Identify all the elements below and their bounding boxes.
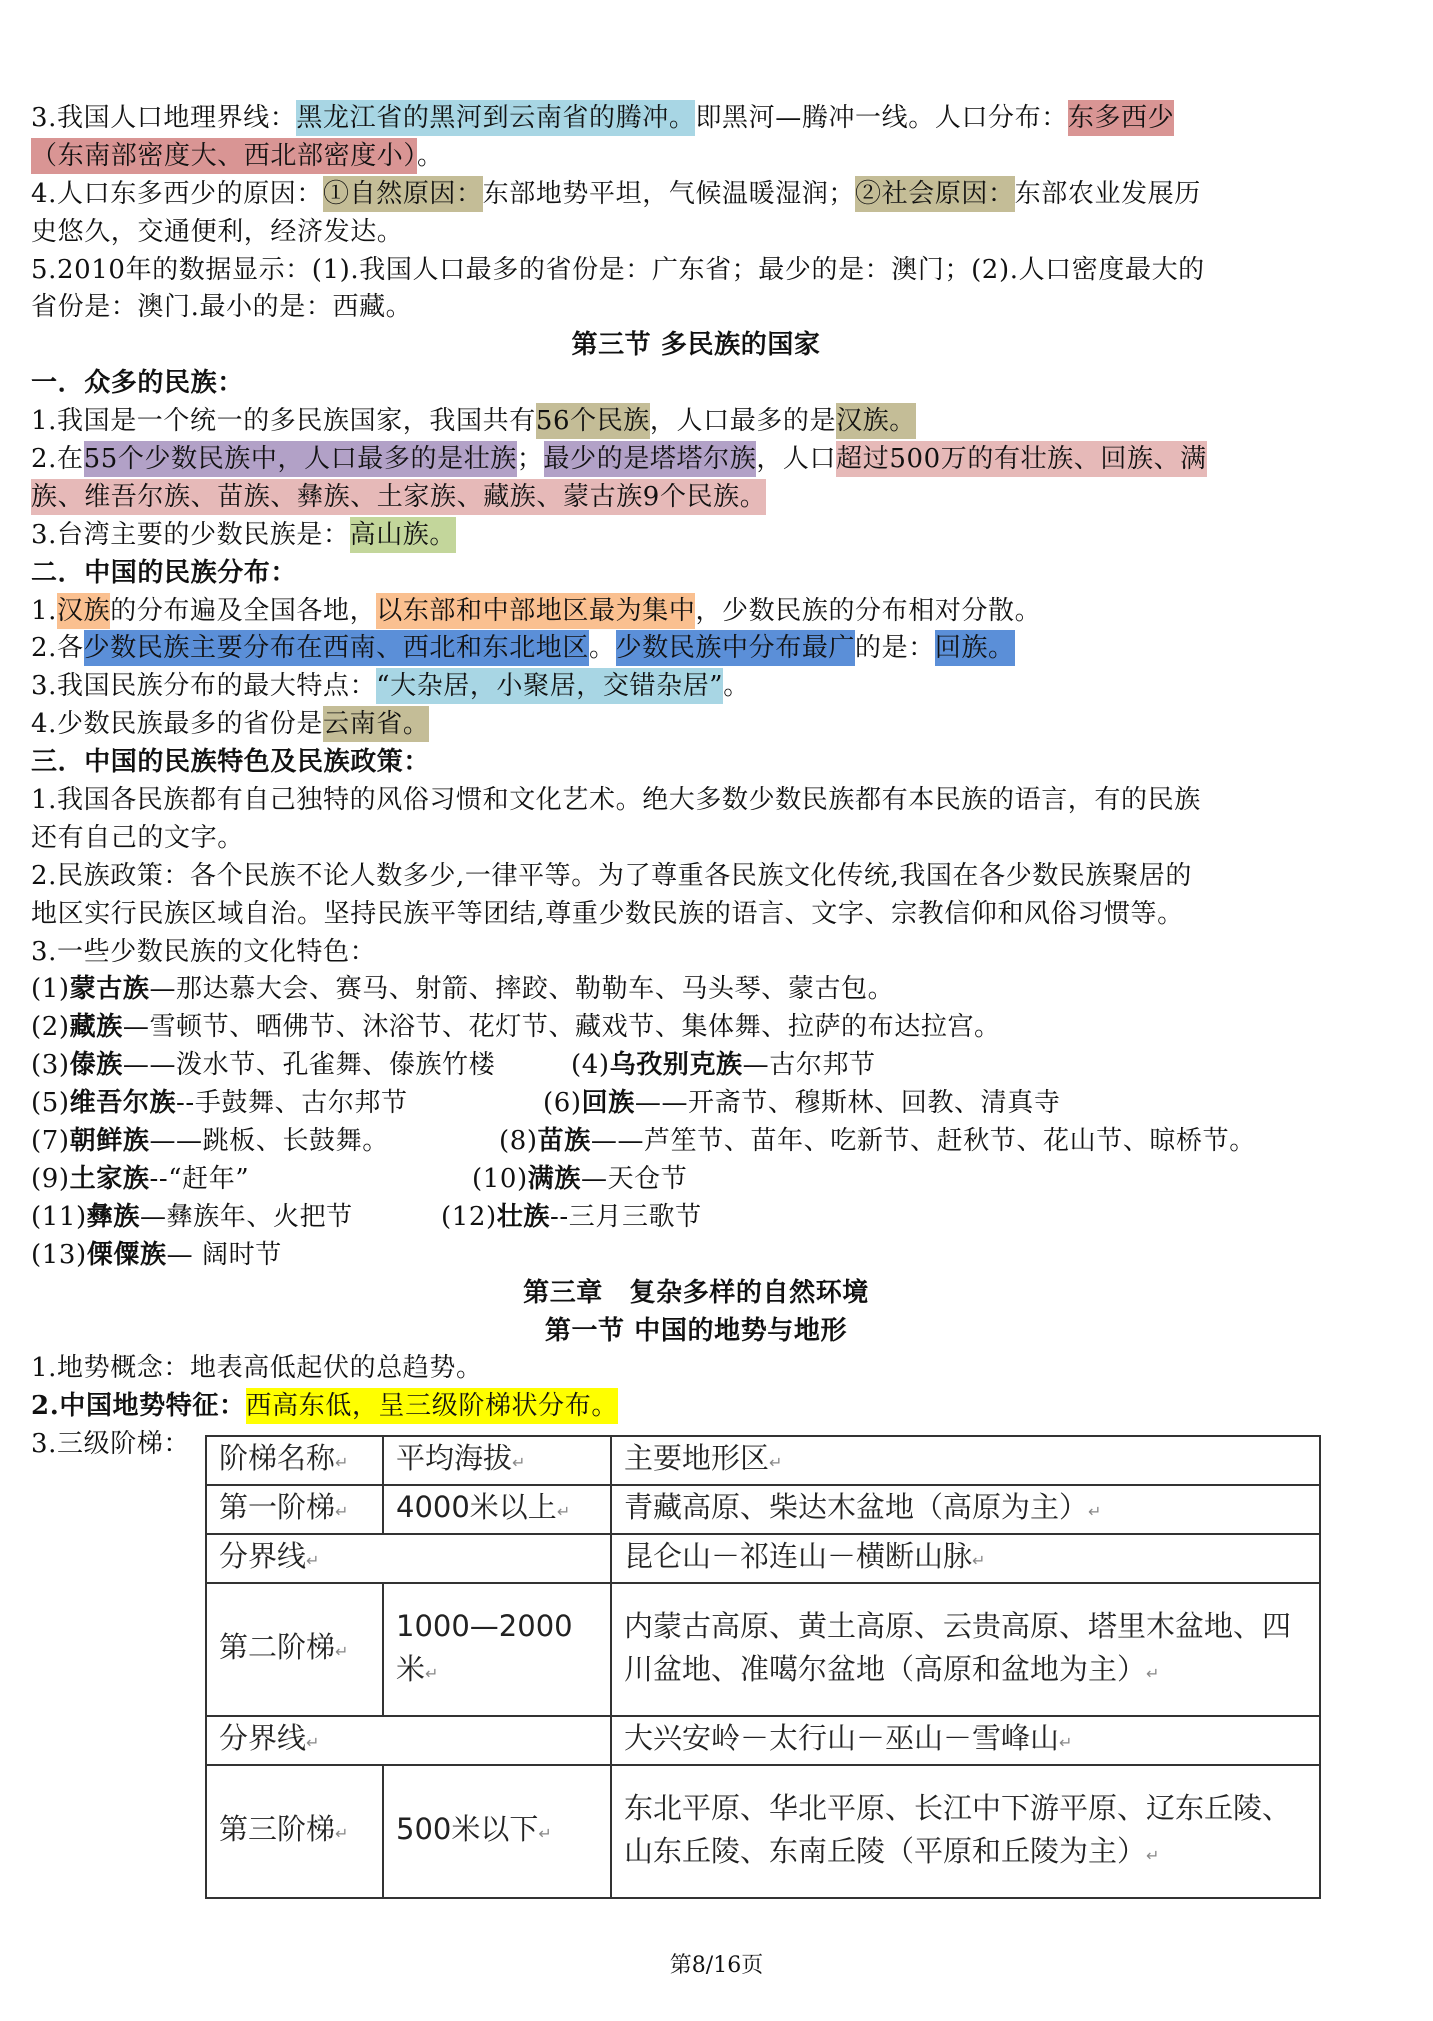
text-segment: (10) bbox=[472, 1163, 528, 1194]
bold-text: 朝鲜族 bbox=[69, 1126, 150, 1157]
text-segment: (4) bbox=[571, 1050, 610, 1081]
highlighted-text: 东多西少 bbox=[1068, 100, 1174, 136]
text-segment: 3.三级阶梯： bbox=[31, 1429, 191, 1460]
paragraph-mark: ↵ bbox=[1146, 1845, 1160, 1865]
text-line bbox=[31, 100, 1361, 138]
text-segment: (12) bbox=[441, 1201, 497, 1232]
highlighted-text: “大杂居，小聚居，交错杂居” bbox=[376, 668, 723, 704]
text-segment: —彝族年、火把节 bbox=[139, 1201, 353, 1232]
highlighted-text: 汉族。 bbox=[836, 403, 916, 439]
paragraph-mark: ↵ bbox=[335, 1502, 349, 1521]
text-line bbox=[31, 1199, 1361, 1237]
text-segment: 3.一些少数民族的文化特色： bbox=[31, 936, 377, 967]
text-segment: (8) bbox=[499, 1126, 538, 1157]
text-segment: 3.我国人口地理界线： bbox=[31, 103, 297, 133]
text-segment: —那达慕大会、赛马、射箭、摔跤、勒勒车、马头琴、蒙古包。 bbox=[149, 974, 895, 1005]
text-segment: ，少数民族的分布相对分散。 bbox=[695, 595, 1042, 626]
paragraph-mark: ↵ bbox=[1088, 1502, 1102, 1521]
highlighted-text: 汉族 bbox=[57, 593, 110, 629]
paragraph-mark: ↵ bbox=[335, 1824, 349, 1843]
highlighted-text: 少数民族主要分布在西南、西北和东北地区 bbox=[84, 630, 589, 666]
highlighted-text: 黑龙江省的黑河到云南省的腾冲。 bbox=[296, 100, 695, 136]
bold-text: 蒙古族 bbox=[69, 974, 150, 1005]
boundary-value: 大兴安岭－太行山－巫山－雪峰山 bbox=[624, 1721, 1060, 1755]
text-segment: 1.我国是一个统一的多民族国家，我国共有 bbox=[31, 406, 536, 437]
text-segment: ——跳板、长鼓舞。 bbox=[149, 1126, 389, 1157]
paragraph-mark: ↵ bbox=[538, 1824, 552, 1843]
text-segment: (2) bbox=[31, 1012, 70, 1043]
paragraph-mark: ↵ bbox=[335, 1642, 349, 1661]
text-segment: (13) bbox=[31, 1239, 87, 1270]
header-cell: 主要地形区 bbox=[624, 1441, 770, 1475]
second-column bbox=[472, 1161, 687, 1199]
section-title bbox=[31, 1313, 1361, 1351]
bold-text: 回族 bbox=[581, 1088, 635, 1119]
paragraph-mark: ↵ bbox=[335, 1453, 349, 1472]
bold-text: 傈僳族 bbox=[86, 1239, 167, 1270]
highlighted-text: 以东部和中部地区最为集中 bbox=[376, 593, 695, 629]
highlighted-text: 高山族。 bbox=[350, 517, 456, 553]
highlighted-text: ①自然原因： bbox=[323, 176, 483, 212]
text-segment: 东部地势平坦，气候温暖湿润； bbox=[482, 178, 856, 209]
text-segment: 1. bbox=[31, 595, 58, 626]
table-row bbox=[206, 1485, 1320, 1534]
text-segment: 4.人口东多西少的原因： bbox=[31, 178, 324, 209]
text-line bbox=[31, 668, 1361, 706]
text-segment: ，人口最多的是 bbox=[649, 406, 837, 437]
text-line bbox=[31, 1350, 1361, 1388]
text-segment: 东部农业发展历 bbox=[1014, 178, 1201, 209]
table-row bbox=[206, 1716, 1320, 1765]
document-body bbox=[31, 100, 1361, 1464]
section-heading bbox=[31, 744, 1361, 782]
text-segment: --三月三歌节 bbox=[549, 1201, 702, 1232]
text-line bbox=[31, 479, 1361, 517]
text-segment: --“赶年” bbox=[149, 1163, 250, 1194]
text-segment: — 阔时节 bbox=[166, 1239, 282, 1270]
text-line bbox=[31, 820, 1361, 858]
text-line bbox=[31, 858, 1361, 896]
text-line bbox=[31, 138, 1361, 176]
boundary-label: 分界线 bbox=[219, 1721, 307, 1755]
text-segment: 2.民族政策：各个民族不论人数多少,一律平等。为了尊重各民族文化传统,我国在各少数民族聚居的 bbox=[31, 860, 1192, 891]
text-segment: ； bbox=[516, 444, 544, 475]
section-heading bbox=[31, 555, 1361, 593]
highlighted-text: （东南部密度大、西北部密度小） bbox=[31, 138, 417, 174]
paragraph-mark: ↵ bbox=[425, 1663, 439, 1683]
highlighted-text: 55个少数民族中，人口最多的是壮族 bbox=[84, 441, 517, 477]
text-segment: 3.我国民族分布的最大特点： bbox=[31, 671, 377, 702]
text-segment: 第三章 复杂多样的自然环境 bbox=[523, 1277, 869, 1308]
text-segment: (1) bbox=[31, 974, 70, 1005]
text-line bbox=[31, 1388, 1361, 1426]
paragraph-mark: ↵ bbox=[512, 1453, 526, 1472]
second-column bbox=[571, 1047, 876, 1085]
paragraph-mark: ↵ bbox=[306, 1551, 320, 1570]
paragraph-mark: ↵ bbox=[1146, 1663, 1160, 1683]
highlighted-text: 回族。 bbox=[935, 630, 1015, 666]
header-cell: 阶梯名称 bbox=[219, 1441, 336, 1475]
text-segment: (9) bbox=[31, 1163, 70, 1194]
text-segment: ——泼水节、孔雀舞、傣族竹楼 bbox=[122, 1050, 496, 1081]
step-altitude: 1000—2000米 bbox=[396, 1608, 573, 1686]
step-altitude: 500米以下 bbox=[396, 1812, 539, 1846]
text-segment: (3) bbox=[31, 1050, 70, 1081]
highlighted-text: 云南省。 bbox=[323, 706, 429, 742]
text-line bbox=[31, 1123, 1361, 1161]
bold-text: 傣族 bbox=[69, 1050, 123, 1081]
second-column bbox=[441, 1199, 702, 1237]
text-segment: 第一节 中国的地势与地形 bbox=[544, 1315, 848, 1346]
text-line bbox=[31, 896, 1361, 934]
text-segment: 5.2010年的数据显示：(1).我国人口最多的省份是：广东省；最少的是：澳门；(2).人口密度最大的 bbox=[31, 254, 1205, 285]
text-line bbox=[31, 1047, 1361, 1085]
text-line bbox=[31, 1237, 1361, 1275]
highlighted-text: 56个民族 bbox=[536, 403, 650, 439]
section-heading bbox=[31, 365, 1361, 403]
table-header-row bbox=[206, 1436, 1320, 1485]
paragraph-mark: ↵ bbox=[1059, 1733, 1073, 1752]
bold-text: 土家族 bbox=[69, 1163, 150, 1194]
paragraph-mark: ↵ bbox=[769, 1453, 783, 1472]
text-line bbox=[31, 252, 1361, 290]
text-line bbox=[31, 1161, 1361, 1199]
text-segment: 。 bbox=[417, 140, 444, 171]
second-column bbox=[499, 1123, 1256, 1161]
text-line bbox=[31, 630, 1361, 668]
paragraph-mark: ↵ bbox=[972, 1551, 986, 1570]
highlighted-text: 族、维吾尔族、苗族、彝族、土家族、藏族、蒙古族9个民族。 bbox=[31, 479, 766, 515]
bold-text: 藏族 bbox=[69, 1012, 123, 1043]
boundary-label: 分界线 bbox=[219, 1539, 307, 1573]
text-segment: 1.我国各民族都有自己独特的风俗习惯和文化艺术。绝大多数少数民族都有本民族的语言，有的民族 bbox=[31, 785, 1201, 816]
text-segment: 1.地势概念：地表高低起伏的总趋势。 bbox=[31, 1353, 483, 1384]
bold-text: 乌孜别克族 bbox=[609, 1050, 743, 1081]
text-segment: 。 bbox=[723, 671, 750, 702]
text-line bbox=[31, 593, 1361, 631]
highlighted-text: 超过500万的有壮族、回族、满 bbox=[836, 441, 1207, 477]
text-segment: (5) bbox=[31, 1088, 70, 1119]
text-segment: (6) bbox=[543, 1088, 582, 1119]
paragraph-mark: ↵ bbox=[306, 1733, 320, 1752]
text-line bbox=[31, 214, 1361, 252]
step-regions: 东北平原、华北平原、长江中下游平原、辽东丘陵、山东丘陵、东南丘陵（平原和丘陵为主） bbox=[624, 1790, 1292, 1868]
bold-text: 满族 bbox=[527, 1163, 581, 1194]
text-line bbox=[31, 517, 1361, 555]
highlighted-text: 西高东低，呈三级阶梯状分布。 bbox=[246, 1388, 618, 1424]
bold-text: 彝族 bbox=[86, 1201, 140, 1232]
text-segment: ——芦笙节、苗年、吃新节、赶秋节、花山节、晾桥节。 bbox=[590, 1126, 1256, 1157]
text-line bbox=[31, 934, 1361, 972]
highlighted-text: 最少的是塔塔尔族 bbox=[544, 441, 757, 477]
paragraph-mark: ↵ bbox=[556, 1502, 571, 1521]
text-segment: 二．中国的民族分布： bbox=[31, 557, 298, 588]
step-regions: 内蒙古高原、黄土高原、云贵高原、塔里木盆地、四川盆地、准噶尔盆地（高原和盆地为主） bbox=[624, 1608, 1292, 1686]
text-segment: 即黑河—腾冲一线。人口分布： bbox=[695, 103, 1068, 133]
text-line bbox=[31, 289, 1361, 327]
section-title bbox=[31, 327, 1361, 365]
text-segment: ，人口 bbox=[756, 444, 837, 475]
text-segment: 。 bbox=[589, 633, 616, 664]
bold-text: 苗族 bbox=[537, 1126, 591, 1157]
text-line bbox=[31, 176, 1361, 214]
table-row bbox=[206, 1583, 1320, 1716]
text-segment: (7) bbox=[31, 1126, 70, 1157]
table-row bbox=[206, 1534, 1320, 1583]
text-segment: —天仓节 bbox=[580, 1163, 688, 1194]
header-cell: 平均海拔 bbox=[396, 1441, 513, 1475]
text-line bbox=[31, 441, 1361, 479]
step-altitude: 4000米以上 bbox=[396, 1490, 557, 1524]
text-segment: 2.各 bbox=[31, 633, 84, 664]
text-segment: 2.在 bbox=[31, 444, 84, 475]
bold-text: 壮族 bbox=[496, 1201, 550, 1232]
highlighted-text: ②社会原因： bbox=[855, 176, 1015, 212]
second-column bbox=[543, 1085, 1060, 1123]
text-segment: ——开斋节、穆斯林、回教、清真寺 bbox=[634, 1088, 1061, 1119]
text-line bbox=[31, 782, 1361, 820]
step-regions: 青藏高原、柴达木盆地（高原为主） bbox=[624, 1490, 1089, 1524]
step-name: 第二阶梯 bbox=[219, 1630, 336, 1664]
text-segment: 的是： bbox=[855, 633, 935, 664]
text-segment: 还有自己的文字。 bbox=[31, 822, 244, 853]
boundary-value: 昆仑山－祁连山－横断山脉 bbox=[624, 1539, 973, 1573]
text-line bbox=[31, 403, 1361, 441]
text-line bbox=[31, 1009, 1361, 1047]
text-segment: —古尔邦节 bbox=[742, 1050, 876, 1081]
text-segment: 第三节 多民族的国家 bbox=[571, 330, 821, 361]
text-segment: 的分布遍及全国各地， bbox=[110, 595, 377, 626]
step-name: 第一阶梯 bbox=[219, 1490, 336, 1524]
text-segment: 4.少数民族最多的省份是 bbox=[31, 709, 324, 740]
highlighted-text: 少数民族中分布最广 bbox=[616, 630, 855, 666]
text-segment: 3.台湾主要的少数民族是： bbox=[31, 519, 350, 550]
text-segment: 一．众多的民族： bbox=[31, 368, 244, 399]
step-name: 第三阶梯 bbox=[219, 1812, 336, 1846]
text-segment: 史悠久，交通便利，经济发达。 bbox=[31, 216, 404, 247]
text-segment: 三．中国的民族特色及民族政策： bbox=[31, 747, 431, 778]
text-segment: (11) bbox=[31, 1201, 87, 1232]
bold-text: 2.中国地势特征： bbox=[31, 1391, 246, 1422]
text-segment: 省份是：澳门.最小的是：西藏。 bbox=[31, 292, 413, 323]
text-line bbox=[31, 971, 1361, 1009]
text-line bbox=[31, 1085, 1361, 1123]
table-row bbox=[206, 1765, 1320, 1898]
text-line bbox=[31, 706, 1361, 744]
page-number: 第8/16页 bbox=[669, 1953, 764, 1978]
text-segment: --手鼓舞、古尔邦节 bbox=[176, 1088, 408, 1119]
text-segment: —雪顿节、晒佛节、沐浴节、花灯节、藏戏节、集体舞、拉萨的布达拉宫。 bbox=[122, 1012, 1001, 1043]
bold-text: 维吾尔族 bbox=[69, 1088, 177, 1119]
text-segment: 地区实行民族区域自治。坚持民族平等团结,尊重少数民族的语言、文字、宗教信仰和风俗习惯等。 bbox=[31, 898, 1184, 929]
section-title bbox=[31, 1275, 1361, 1313]
three-steps-table bbox=[205, 1435, 1321, 1899]
